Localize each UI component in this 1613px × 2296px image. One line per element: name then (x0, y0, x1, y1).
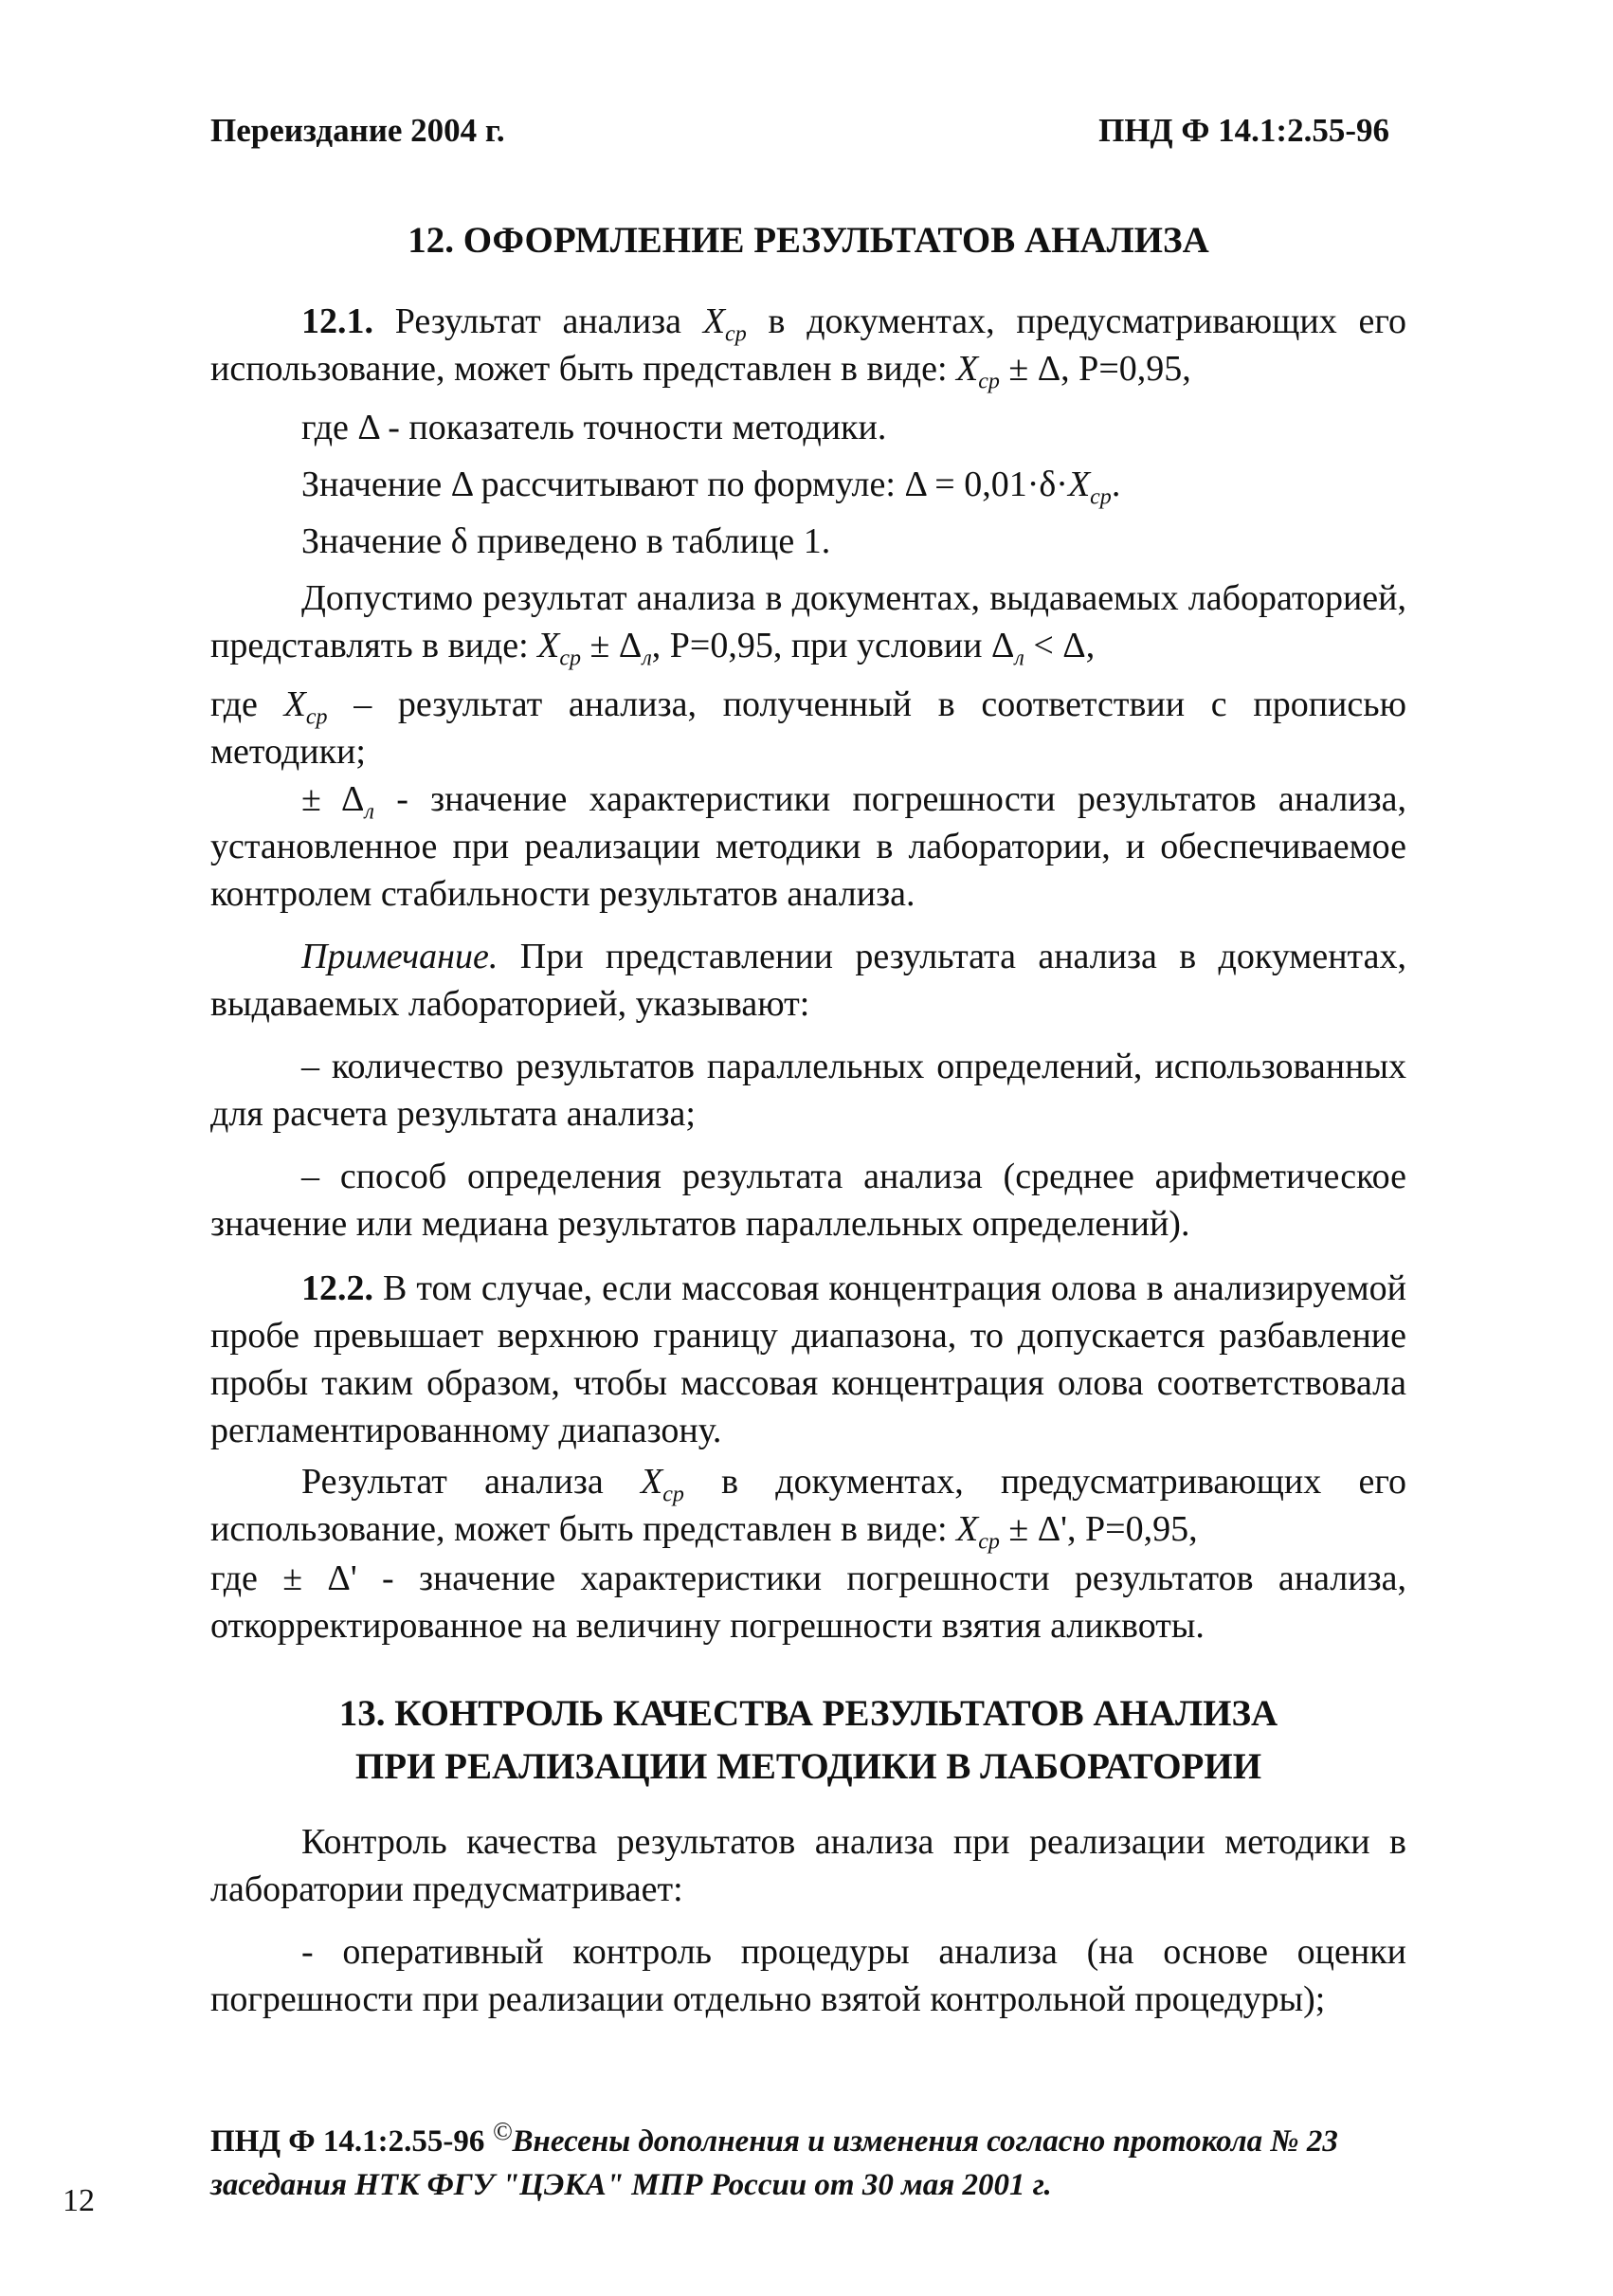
text: Допустимо результат анализа в документах, выдаваемых лабораторией, представлять в виде: (210, 578, 1406, 665)
paragraph-where-delta-prime: где ± Δ' - значение характеристики погрешности результатов анализа, откорректированное на величину погрешности взятия аликвоты. (210, 1558, 1406, 1646)
text: где (210, 684, 284, 724)
paragraph-note (210, 933, 1406, 1028)
paragraph-delta-table: Значение δ приведено в таблице 1. (301, 521, 831, 561)
title-line: 13. КОНТРОЛЬ КАЧЕСТВА РЕЗУЛЬТАТОВ АНАЛИЗА (338, 1693, 1278, 1734)
section-13-title (210, 1687, 1406, 1794)
paragraph-result-adjusted (210, 1458, 1406, 1553)
list-item: – способ определения результата анализа (среднее арифметическое значение или медиана результатов параллельных определений). (210, 1157, 1406, 1244)
text: ± Δ (301, 779, 365, 819)
text: < Δ, (1024, 626, 1096, 665)
text: . (1111, 465, 1121, 504)
subscript: л (364, 799, 374, 825)
symbol-x: X (956, 349, 979, 389)
list-item: – количество результатов параллельных определений, использованных для расчета результата анализа; (210, 1047, 1406, 1134)
header-doc-code: ПНД Ф 14.1:2.55-96 (1098, 112, 1389, 149)
subscript: л (1014, 646, 1024, 671)
symbol-x: X (537, 626, 560, 665)
symbol-x: X (1067, 465, 1091, 504)
text: , Р=0,95, при условии Δ (651, 626, 1015, 665)
list-item: - оперативный контроль процедуры анализа (на основе оценки погрешности при реализации отдельно взятой контрольной процедуры); (210, 1932, 1406, 2019)
text: Результат анализа (373, 301, 703, 341)
footer-note (210, 2109, 1406, 2207)
text: Значение Δ рассчитывают по формуле: Δ = 0,01·δ· (301, 465, 1068, 504)
paragraph-where-x (210, 681, 1406, 775)
text: в документах, предусматривающих его использование, может быть представлен в виде: (210, 301, 1406, 389)
note-label: Примечание. (301, 937, 498, 976)
symbol-x: X (640, 1462, 663, 1502)
text: Результат анализа (301, 1462, 641, 1502)
symbol-x: X (956, 1509, 979, 1549)
clause-number: 12.1. (301, 301, 373, 341)
paragraph-12-1 (210, 298, 1406, 392)
paragraph-formula (210, 461, 1406, 508)
paragraph-delta-def: где Δ - показатель точности методики. (301, 408, 887, 447)
footer-text: Внесены дополнения и изменения согласно протокола № 23 заседания НТК ФГУ "ЦЭКА" МПР России от 30 мая 2001 г. (210, 2124, 1338, 2202)
text: в документах, предусматривающих его использование, может быть представлен в виде: (210, 1462, 1406, 1549)
text: При представлении результата анализа в документах, выдаваемых лабораторией, указывают: (210, 937, 1406, 1024)
text: ± Δ (581, 626, 643, 665)
text: – результат анализа, полученный в соответствии с прописью методики; (210, 684, 1406, 772)
subscript: л (642, 646, 652, 671)
title-line: ПРИ РЕАЛИЗАЦИИ МЕТОДИКИ В ЛАБОРАТОРИИ (354, 1746, 1262, 1787)
subscript: ср (978, 1529, 1000, 1555)
paragraph-control-intro: Контроль качества результатов анализа при реализации методики в лаборатории предусматривает: (210, 1822, 1406, 1909)
subscript: ср (1090, 484, 1112, 510)
header-edition: Переиздание 2004 г. (210, 112, 505, 149)
section-12-title: 12. ОФОРМЛЕНИЕ РЕЗУЛЬТАТОВ АНАЛИЗА (408, 220, 1209, 261)
clause-number: 12.2. (301, 1268, 373, 1308)
symbol-x: X (283, 684, 306, 724)
paragraph-permissible (210, 574, 1406, 669)
paragraph-delta-l (210, 775, 1406, 918)
symbol-x: X (702, 301, 726, 341)
subscript: ср (305, 704, 328, 730)
text: В том случае, если массовая концентрация олова в анализируемой пробе превышает верхнюю границу диапазона, то допускается разбавление пробы таким образом, чтобы массовая концентрация олова соответствовала регламентированному диапазону. (210, 1268, 1406, 1450)
text: - значение характеристики погрешности результатов анализа, установленное при реализации методики в лаборатории, и обеспечиваемое контролем стабильности результатов анализа. (210, 779, 1407, 914)
page-number: 12 (63, 2183, 95, 2218)
subscript: ср (725, 321, 747, 347)
footer-mark: © (492, 2116, 513, 2145)
footer-doc-code: ПНД Ф 14.1:2.55-96 (210, 2124, 493, 2159)
subscript: ср (978, 369, 1000, 394)
subscript: ср (662, 1482, 684, 1507)
text: ± Δ, Р=0,95, (999, 349, 1191, 389)
text: ± Δ', Р=0,95, (999, 1509, 1198, 1549)
paragraph-12-2 (210, 1265, 1406, 1454)
subscript: ср (559, 646, 582, 671)
